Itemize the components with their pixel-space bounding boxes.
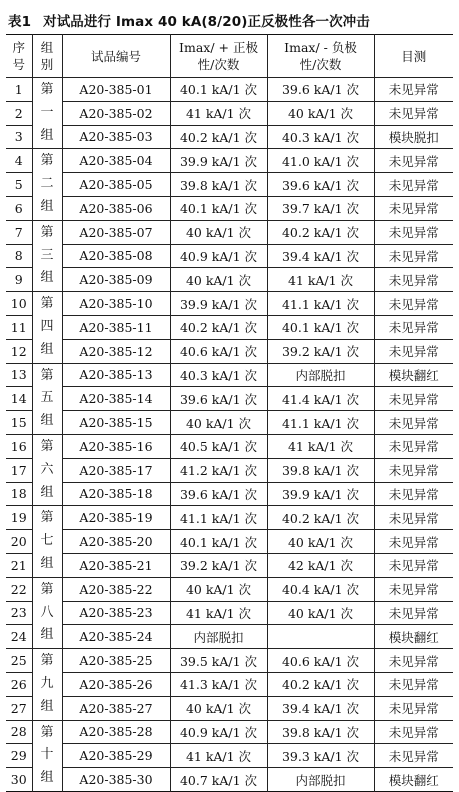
row-number: 21 [6, 553, 32, 577]
table-row [6, 387, 453, 411]
sample-id: A20-385-08 [62, 244, 170, 268]
group-label-char: 九 [40, 675, 54, 691]
sample-id: A20-385-03 [62, 125, 170, 149]
table-row [6, 458, 453, 482]
group-label-char: 第 [40, 367, 54, 383]
negative-value: 40.2 kA/1 次 [267, 220, 374, 244]
table-row [6, 482, 453, 506]
negative-value: 39.8 kA/1 次 [267, 720, 374, 744]
positive-value: 40 kA/1 次 [170, 220, 267, 244]
sample-id: A20-385-11 [62, 315, 170, 339]
group-label-char: 三 [40, 247, 54, 263]
table-caption [6, 8, 453, 32]
positive-value: 39.6 kA/1 次 [170, 387, 267, 411]
group-label-char: 组 [40, 413, 54, 429]
negative-value: 40.1 kA/1 次 [267, 315, 374, 339]
group-label-char: 六 [40, 461, 54, 477]
positive-value: 40.7 kA/1 次 [170, 768, 267, 792]
sample-id: A20-385-04 [62, 149, 170, 173]
row-number: 4 [6, 149, 32, 173]
positive-value: 内部脱扣 [170, 625, 267, 649]
positive-value: 40.9 kA/1 次 [170, 244, 267, 268]
positive-value: 40.1 kA/1 次 [170, 78, 267, 102]
visual-result: 未见异常 [374, 530, 453, 554]
sample-id: A20-385-07 [62, 220, 170, 244]
group-label-char: 组 [40, 555, 54, 571]
table-row [6, 553, 453, 577]
table-row [6, 149, 453, 173]
group-label [32, 649, 62, 720]
positive-value: 41.3 kA/1 次 [170, 672, 267, 696]
row-number: 18 [6, 482, 32, 506]
table-row [6, 125, 453, 149]
group-label-char: 组 [40, 484, 54, 500]
positive-value: 39.5 kA/1 次 [170, 649, 267, 673]
table-row [6, 101, 453, 125]
positive-value: 40.6 kA/1 次 [170, 339, 267, 363]
sample-id: A20-385-06 [62, 196, 170, 220]
row-number: 22 [6, 577, 32, 601]
table-row [6, 601, 453, 625]
row-number: 11 [6, 315, 32, 339]
table-header-row [6, 35, 453, 78]
negative-value: 40.2 kA/1 次 [267, 672, 374, 696]
negative-value: 内部脱扣 [267, 363, 374, 387]
sample-id: A20-385-12 [62, 339, 170, 363]
row-number: 6 [6, 196, 32, 220]
table-row [6, 196, 453, 220]
negative-value: 41.1 kA/1 次 [267, 292, 374, 316]
table-body [6, 78, 453, 792]
table-row [6, 339, 453, 363]
group-label-char: 第 [40, 581, 54, 597]
row-number: 20 [6, 530, 32, 554]
visual-result: 未见异常 [374, 196, 453, 220]
row-number: 30 [6, 768, 32, 792]
row-number: 27 [6, 696, 32, 720]
group-label [32, 220, 62, 291]
sample-id: A20-385-05 [62, 173, 170, 197]
table-number: 表1 [8, 14, 32, 30]
sample-id: A20-385-23 [62, 601, 170, 625]
negative-value: 39.6 kA/1 次 [267, 173, 374, 197]
negative-value: 40.4 kA/1 次 [267, 577, 374, 601]
group-label [32, 363, 62, 434]
positive-value: 40 kA/1 次 [170, 696, 267, 720]
sample-id: A20-385-09 [62, 268, 170, 292]
row-number: 26 [6, 672, 32, 696]
table-row [6, 411, 453, 435]
table-row [6, 625, 453, 649]
positive-value: 39.8 kA/1 次 [170, 173, 267, 197]
group-label-char: 第 [40, 153, 54, 169]
positive-value: 40.1 kA/1 次 [170, 196, 267, 220]
positive-value: 41.2 kA/1 次 [170, 458, 267, 482]
sample-id: A20-385-01 [62, 78, 170, 102]
row-number: 19 [6, 506, 32, 530]
positive-value: 39.6 kA/1 次 [170, 482, 267, 506]
table-row [6, 363, 453, 387]
row-number: 7 [6, 220, 32, 244]
negative-value: 39.2 kA/1 次 [267, 339, 374, 363]
table-row [6, 173, 453, 197]
group-label-char: 第 [40, 438, 54, 454]
negative-value: 41 kA/1 次 [267, 434, 374, 458]
positive-value: 39.9 kA/1 次 [170, 292, 267, 316]
sample-id: A20-385-20 [62, 530, 170, 554]
row-number: 24 [6, 625, 32, 649]
group-label-char: 八 [40, 604, 54, 620]
group-label [32, 292, 62, 363]
visual-result: 未见异常 [374, 315, 453, 339]
header-group: 组 别 [32, 35, 62, 78]
group-label-char: 二 [40, 176, 54, 192]
header-sample-id: 试品编号 [62, 35, 170, 78]
visual-result: 未见异常 [374, 149, 453, 173]
positive-value: 40.2 kA/1 次 [170, 125, 267, 149]
visual-result: 未见异常 [374, 720, 453, 744]
header-no: 序 号 [6, 35, 32, 78]
table-row [6, 530, 453, 554]
table-row [6, 696, 453, 720]
positive-value: 41 kA/1 次 [170, 101, 267, 125]
negative-value: 41 kA/1 次 [267, 268, 374, 292]
visual-result: 未见异常 [374, 244, 453, 268]
visual-result: 未见异常 [374, 434, 453, 458]
visual-result: 未见异常 [374, 649, 453, 673]
table-row [6, 78, 453, 102]
negative-value: 40.2 kA/1 次 [267, 506, 374, 530]
row-number: 25 [6, 649, 32, 673]
visual-result: 模块脱扣 [374, 125, 453, 149]
group-label-char: 第 [40, 510, 54, 526]
group-label-char: 五 [40, 390, 54, 406]
group-label-char: 组 [40, 627, 54, 643]
sample-id: A20-385-24 [62, 625, 170, 649]
positive-value: 40 kA/1 次 [170, 577, 267, 601]
negative-value: 39.4 kA/1 次 [267, 696, 374, 720]
row-number: 13 [6, 363, 32, 387]
group-label [32, 78, 62, 149]
negative-value: 40.3 kA/1 次 [267, 125, 374, 149]
group-label [32, 577, 62, 648]
sample-id: A20-385-17 [62, 458, 170, 482]
row-number: 5 [6, 173, 32, 197]
visual-result: 未见异常 [374, 339, 453, 363]
row-number: 3 [6, 125, 32, 149]
row-number: 12 [6, 339, 32, 363]
row-number: 14 [6, 387, 32, 411]
group-label [32, 434, 62, 505]
table-row [6, 220, 453, 244]
group-label-char: 组 [40, 341, 54, 357]
positive-value: 40.3 kA/1 次 [170, 363, 267, 387]
group-label-char: 第 [40, 82, 54, 97]
negative-value: 41.0 kA/1 次 [267, 149, 374, 173]
sample-id: A20-385-27 [62, 696, 170, 720]
visual-result: 未见异常 [374, 78, 453, 102]
row-number: 2 [6, 101, 32, 125]
sample-id: A20-385-16 [62, 434, 170, 458]
header-negative: Imax/ - 负极 性/次数 [267, 35, 374, 78]
visual-result: 未见异常 [374, 577, 453, 601]
positive-value: 40.2 kA/1 次 [170, 315, 267, 339]
group-label-char: 四 [40, 318, 54, 334]
sample-id: A20-385-30 [62, 768, 170, 792]
table-row [6, 268, 453, 292]
positive-value: 40.1 kA/1 次 [170, 530, 267, 554]
positive-value: 40 kA/1 次 [170, 411, 267, 435]
sample-id: A20-385-14 [62, 387, 170, 411]
group-label-char: 组 [40, 770, 54, 786]
negative-value: 39.3 kA/1 次 [267, 744, 374, 768]
visual-result: 未见异常 [374, 101, 453, 125]
row-number: 15 [6, 411, 32, 435]
header-visual: 目测 [374, 35, 453, 78]
table-row [6, 244, 453, 268]
sample-id: A20-385-21 [62, 553, 170, 577]
visual-result: 未见异常 [374, 292, 453, 316]
negative-value: 39.4 kA/1 次 [267, 244, 374, 268]
table-row [6, 434, 453, 458]
table-row [6, 577, 453, 601]
positive-value: 41 kA/1 次 [170, 601, 267, 625]
visual-result: 未见异常 [374, 220, 453, 244]
sample-id: A20-385-22 [62, 577, 170, 601]
group-label-char: 组 [40, 198, 54, 214]
visual-result: 模块翻红 [374, 363, 453, 387]
group-label [32, 720, 62, 791]
table-row [6, 744, 453, 768]
group-label-char: 组 [40, 127, 54, 143]
negative-value [267, 625, 374, 649]
visual-result: 未见异常 [374, 268, 453, 292]
negative-value: 40 kA/1 次 [267, 530, 374, 554]
visual-result: 未见异常 [374, 482, 453, 506]
negative-value: 42 kA/1 次 [267, 553, 374, 577]
visual-result: 未见异常 [374, 744, 453, 768]
row-number: 23 [6, 601, 32, 625]
sample-id: A20-385-29 [62, 744, 170, 768]
table-row [6, 768, 453, 792]
row-number: 16 [6, 434, 32, 458]
group-label [32, 149, 62, 220]
negative-value: 41.1 kA/1 次 [267, 411, 374, 435]
positive-value: 40 kA/1 次 [170, 268, 267, 292]
sample-id: A20-385-28 [62, 720, 170, 744]
positive-value: 40.5 kA/1 次 [170, 434, 267, 458]
group-label-char: 第 [40, 224, 54, 240]
sample-id: A20-385-02 [62, 101, 170, 125]
visual-result: 未见异常 [374, 411, 453, 435]
positive-value: 41 kA/1 次 [170, 744, 267, 768]
visual-result: 未见异常 [374, 601, 453, 625]
negative-value: 39.9 kA/1 次 [267, 482, 374, 506]
table-row [6, 292, 453, 316]
sample-id: A20-385-13 [62, 363, 170, 387]
table-row [6, 506, 453, 530]
group-label-char: 第 [40, 653, 54, 669]
negative-value: 39.7 kA/1 次 [267, 196, 374, 220]
table-row [6, 649, 453, 673]
positive-value: 39.9 kA/1 次 [170, 149, 267, 173]
visual-result: 未见异常 [374, 387, 453, 411]
negative-value: 40 kA/1 次 [267, 101, 374, 125]
visual-result: 模块翻红 [374, 625, 453, 649]
group-label-char: 第 [40, 724, 54, 740]
row-number: 9 [6, 268, 32, 292]
sample-id: A20-385-19 [62, 506, 170, 530]
row-number: 8 [6, 244, 32, 268]
header-positive: Imax/ + 正极 性/次数 [170, 35, 267, 78]
visual-result: 未见异常 [374, 672, 453, 696]
negative-value: 39.8 kA/1 次 [267, 458, 374, 482]
group-label-char: 组 [40, 270, 54, 286]
negative-value: 41.4 kA/1 次 [267, 387, 374, 411]
test-results-table [6, 34, 453, 792]
visual-result: 模块翻红 [374, 768, 453, 792]
group-label [32, 506, 62, 577]
group-label-char: 一 [40, 104, 54, 120]
sample-id: A20-385-25 [62, 649, 170, 673]
group-label-char: 第 [40, 296, 54, 312]
sample-id: A20-385-10 [62, 292, 170, 316]
visual-result: 未见异常 [374, 696, 453, 720]
negative-value: 39.6 kA/1 次 [267, 78, 374, 102]
group-label-char: 七 [40, 533, 54, 549]
table-row [6, 720, 453, 744]
group-label-char: 组 [40, 698, 54, 714]
visual-result: 未见异常 [374, 173, 453, 197]
table-row [6, 315, 453, 339]
sample-id: A20-385-26 [62, 672, 170, 696]
group-label-char: 十 [40, 747, 54, 763]
negative-value: 40.6 kA/1 次 [267, 649, 374, 673]
visual-result: 未见异常 [374, 506, 453, 530]
positive-value: 39.2 kA/1 次 [170, 553, 267, 577]
row-number: 17 [6, 458, 32, 482]
positive-value: 41.1 kA/1 次 [170, 506, 267, 530]
negative-value: 内部脱扣 [267, 768, 374, 792]
table-row [6, 672, 453, 696]
sample-id: A20-385-18 [62, 482, 170, 506]
sample-id: A20-385-15 [62, 411, 170, 435]
row-number: 1 [6, 78, 32, 102]
visual-result: 未见异常 [374, 458, 453, 482]
visual-result: 未见异常 [374, 553, 453, 577]
row-number: 28 [6, 720, 32, 744]
negative-value: 40 kA/1 次 [267, 601, 374, 625]
row-number: 10 [6, 292, 32, 316]
positive-value: 40.9 kA/1 次 [170, 720, 267, 744]
row-number: 29 [6, 744, 32, 768]
table-title: 对试品进行 Imax 40 kA(8/20)正反极性各一次冲击 [43, 14, 370, 30]
